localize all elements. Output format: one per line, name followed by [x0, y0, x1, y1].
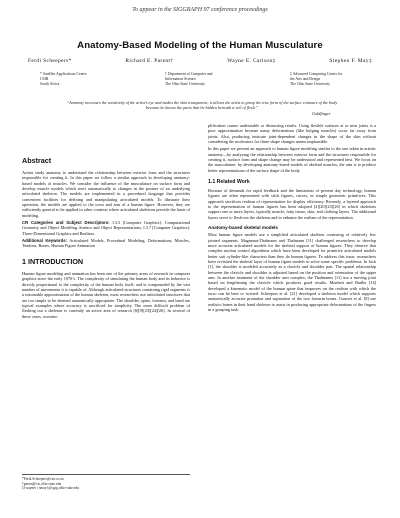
author-name: Richard E. Parent†: [125, 58, 174, 64]
introduction-heading: 1 INTRODUCTION: [22, 256, 84, 266]
keywords-text: Articulated Models, Procedural Modeling, Deformations, Muscles, Tendons, Bones, Human Figure Animation: [22, 238, 191, 249]
paper-title: Anatomy-Based Modeling of the Human Musculature: [77, 40, 323, 51]
affiliation-line: * Satellite Applications Centre: [40, 72, 87, 76]
author-list: [28, 58, 372, 64]
author-name: Ferdi Scheepers*: [28, 58, 72, 64]
author-name: Wayne E. Carlson‡: [227, 58, 276, 64]
footnote: †parent@cis.ohio-state.edu: [22, 481, 62, 486]
cr-categories: [22, 220, 190, 236]
footnote: *Ferdi.Scheepers@csir.co.za: [22, 477, 64, 481]
epigraph-author: Goldfinger: [312, 111, 331, 116]
introduction-text: Human figure modeling and animation has been one of the primary areas of research in computer graphics since the early 1970’s. The complexity of simulating the human body and its behavior is directly proportional to the complexity of the human body itself, and is compounded by the vast number of movements it is capable of. Although articulated structures containing rigid segments is a reasonable approximation of the human skeleton, most researchers use articulated structures that are too simple to be deemed anatomically appropriate. The shoulder, spine, forearm, and hand are typical examples where accuracy is sacrificed for simplicity. The more difficult problem of fleshing out a skeleton is currently an active area of research [6][9][23][24][26]. In several of these cases, oversim-: [22, 270, 190, 319]
footnotes: [22, 474, 190, 491]
abstract-text: Artists study anatomy to understand the relationship between exterior form and the structures responsible for creating it. In this paper we follow a similar approach in developing anatomy-based models of muscles. We consider the influence of the musculature on surface form and develop muscle models which react automatically to changes in the posture of an underlying articulated skeleton. The models are implemented in a procedural language that provides convenient facilities for defining and manipulating articulated models. To illustrate their operation, the models are applied to the torso and arm of a human figure. However, they are sufficiently general to be applied in other contexts where articulated skeletons provide the basis of modeling.: [22, 170, 190, 218]
left-column: [22, 156, 190, 321]
keywords-label: Additional Keywords:: [22, 238, 68, 244]
affiliation-line: the Arts and Design: [290, 77, 321, 81]
affiliation: [40, 72, 120, 87]
skeletal-models-heading: Anatomy-based skeletal models: [208, 225, 278, 231]
affiliation-line: CSIR: [40, 77, 49, 81]
related-work-text: Because of demands for rapid feedback and the limitations of present day technology, human figures are often represented with stick figures, curves, or simple geometric primitives. This approach sacrifices realism of representation for display efficiency. Recently, a layered approach to the representation of human figures has been adopted [2][20][23][26] in which skeletons support one or more layers, typically muscle, fatty tissue, skin, and clothing layers. The additional layers serve to flesh-out the skeleton and to enhance the realism of the representation.: [208, 188, 376, 220]
affiliation-line: ‡ Advanced Computing Center for: [290, 72, 343, 76]
epigraph-quote: “Anatomy increases the sensitivity of the artist’s eye and makes the skin transparent; it allows the artist to grasp the true form of the surface contours of the body because he knows the parts that lie hidden beneath a veil of flesh.”: [66, 100, 338, 111]
conference-banner: To appear in the SIGGRAPH 97 conference proceedings: [132, 7, 268, 13]
affiliation: [165, 72, 245, 87]
affiliation-line: South Africa: [40, 82, 60, 86]
right-column: [208, 123, 376, 314]
intro-approach: In this paper we present an approach to human figure modeling similar to the one taken in artistic anatomy—by analyzing the relationship between exterior form and the structures responsible for creating it, surface form and shape change may be understood and represented best. We focus on the musculature: by developing anatomy-based models of skeletal muscles, the aim is to produce better representations of the surface shape of the body.: [208, 146, 376, 173]
intro-continued: plification causes undesirable or distracting results. Using flexible surfaces at or near joints is a poor approximation because many deformations (like bulging muscles) occur far away from joints. Also, producing intricate joint-dependent changes in the shape of the skin without considering the motivators for these shape changes seems implausible.: [208, 123, 376, 145]
affiliation: [290, 72, 370, 87]
keywords: [22, 238, 190, 249]
cr-text: I.3.5 [Computer Graphics]: Computational Geometry and Object Modeling–Surface and Object Representations; I.3.7 [Computer Graphics]: Three-Dimensional Graphics and Realism.: [22, 220, 191, 236]
abstract-heading: Abstract: [22, 156, 52, 165]
affiliation-line: The Ohio State University: [165, 82, 205, 86]
author-name: Stephen F. May‡: [329, 58, 372, 64]
related-work-heading: 1.1 Related Work: [208, 179, 250, 186]
affiliation-line: † Department of Computer and: [165, 72, 213, 76]
footnote: ‡{waynec | smay}@cgrg.ohio-state.edu: [22, 486, 80, 491]
affiliation-line: The Ohio State University: [290, 82, 330, 86]
skeletal-models-text: Most human figure models use a simplified articulated skeleton consisting of relatively few jointed segments. Magnenat-Thalmann and Thalmann [11] challenged researchers to develop more accurate articulated models for the skeletal support of human figures. They observe that complex motion control algorithms which have been developed for primitive articulated models better suit cylinder-like characters than they do human figures. To address this issue, researchers have revisited the skeletal layer of human figure models to solve some specific problems. In Jack [1], the shoulder is modeled accurately as a clavicle and shoulder pair. The spatial relationship between the clavicle and shoulder is adjusted based on the position and orientation of the upper arm. In another treatment of the shoulder arm complex, the Thalmanns [11] use a moving joint based on lengthening the clavicle which produces good results. Monheit and Badler [14] developed a kinematic model of the human spine that improves on the realism with which the torso can be bent or twisted. Scheepers et al. [21] developed a skeleton model which supports anatomically accurate pronation and supination of the two forearm bones. Gourret et al. [8] use realistic bones in their hand skeleton to assist in producing appropriate deformations of the fingers in a grasping task.: [208, 232, 376, 312]
cr-label: CR Categories and Subject Descriptors:: [22, 220, 110, 226]
affiliation-list: [40, 72, 370, 87]
affiliation-line: Information Science: [165, 77, 196, 81]
